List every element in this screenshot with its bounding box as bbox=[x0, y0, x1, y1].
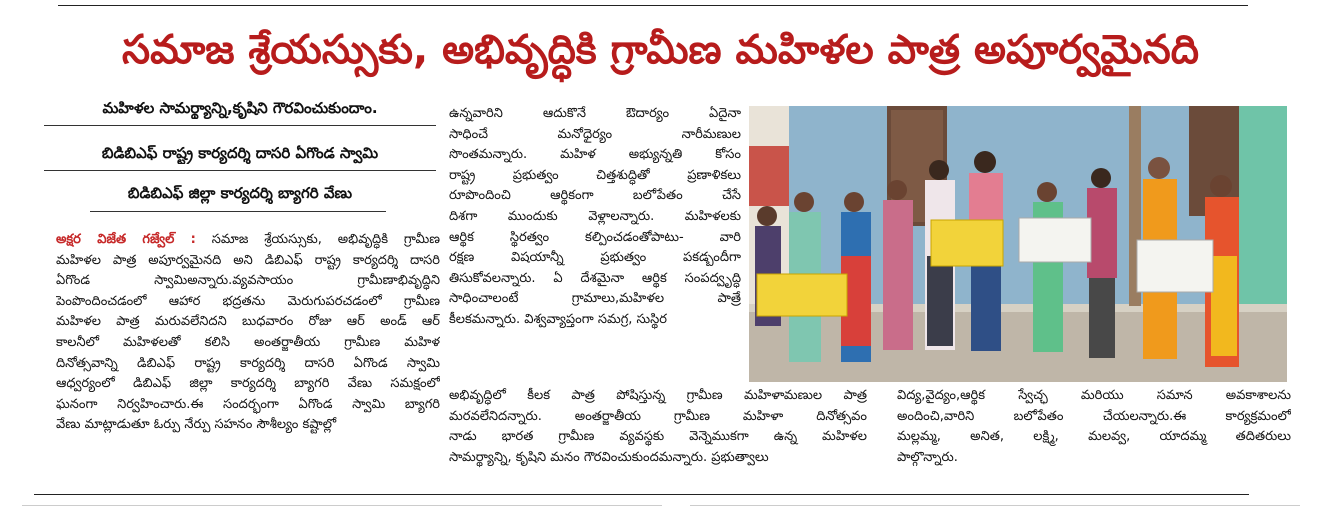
article-line bbox=[56, 230, 440, 251]
article-line: దిశగా ముందుకు వెళ్లాలన్నారు. మహిళలకు bbox=[449, 208, 741, 224]
subhead-3: బిడిబిఎఫ్ జిల్లా కార్యదర్శి బ్యాగరి వేణు bbox=[127, 184, 353, 202]
article-line: సాధించే మనోధైర్యం నారీమణుల bbox=[449, 126, 741, 142]
article-column-2 bbox=[449, 104, 741, 334]
subhead-divider bbox=[44, 170, 436, 171]
page-edge-rule bbox=[690, 505, 1300, 506]
article-line: ఏగొండ స్వామిఅన్నారు.వ్యవసాయం గ్రామీణాభివృద్ధిని bbox=[56, 273, 440, 289]
article-line: పెంపొందించడంలో ఆహార భద్రతను మెరుగుపరచడంలో గ్రామీణ bbox=[56, 293, 440, 309]
page-edge-rule bbox=[22, 505, 662, 506]
article-line: తిసుకోవలన్నారు. ఏ దేశమైనా ఆర్థిక సంపద్వృద్ధి bbox=[449, 270, 741, 286]
top-rule bbox=[58, 5, 1248, 6]
subhead-divider bbox=[90, 211, 386, 212]
article-line: పాల్గొన్నారు. bbox=[897, 449, 958, 465]
article-line: మహిళల పాత్ర మరువలేనిదని బుధవారం రోజు ఆర్ అండ్ ఆర్ bbox=[56, 314, 440, 330]
article-line: నాడు భారత గ్రామీణ వ్యవస్థకు వెన్నెముకగా ఉన్న మహిళల bbox=[449, 429, 867, 445]
article-line: సాధించాలంటే గ్రామాలు,మహిళల పాత్రే bbox=[449, 291, 741, 307]
article-text: సమాజ శ్రేయస్సుకు, అభివృద్ధికి గ్రామీణ bbox=[195, 232, 440, 247]
article-line: మరవలేనిదన్నారు. అంతర్జాతీయ గ్రామీణ మహిళా దినోత్సవం bbox=[449, 408, 867, 424]
dateline: అక్షర విజేత గజ్వేల్ : bbox=[56, 232, 196, 247]
article-line: ఘనంగా నిర్వహించారు.ఈ సందర్భంగా ఏగొండ స్వామి బ్యాగరి bbox=[56, 396, 440, 412]
subhead-divider bbox=[44, 125, 436, 126]
article-line: ఆధ్వర్యంలో డిబిఎఫ్ జిల్లా కార్యదర్శి బ్యాగరి వేణు సమక్షంలో bbox=[56, 376, 440, 392]
article-line: అందించి,వారిని బలోపేతం చేయలన్నారు.ఈ కార్యక్రమంలో bbox=[897, 408, 1291, 424]
article-line: సొంతమన్నారు. మహిళ అభ్యున్నతి కోసం bbox=[449, 147, 741, 163]
article-line: రక్షణ విషయాన్నీ ప్రభుత్వం పకడ్బందీగా bbox=[449, 250, 741, 266]
article-line: కాలనీలో మహిళలతో కలిసి అంతర్జాతీయ గ్రామీణ మహిళ bbox=[56, 334, 440, 350]
bottom-rule bbox=[34, 494, 1249, 495]
article-line: కీలకమన్నారు. విశ్వవ్యాప్తంగా సమగ్ర, సుస్థిర bbox=[449, 311, 668, 327]
article-line: విద్య,వైద్యం,ఆర్థిక స్వేచ్ఛ మరియు సమాన అవకాశాలను bbox=[897, 388, 1291, 403]
article-line: వేణు మాట్లాడుతూ ఓర్పు నేర్పు సహనం సౌశీల్యం కష్టాల్లో bbox=[56, 417, 337, 433]
subhead-1: మహిళల సామర్థ్యాన్ని,కృషిని గౌరవించుకుందాం. bbox=[102, 99, 378, 117]
group-photo-image bbox=[749, 106, 1287, 382]
article-line: రూపొందించి ఆర్థికంగా బలోపేతం చేసే bbox=[449, 188, 741, 204]
article-line: సామర్థ్యాన్ని, కృషిని మనం గౌరవించుకుందమన్నారు. ప్రభుత్వాలు bbox=[449, 449, 769, 465]
article-line: అభివృద్ధిలో కీలక పాత్ర పోషిస్తున్న గ్రామీణ మహిళామణుల పాత్ర bbox=[449, 388, 867, 403]
article-line: ఆర్థిక స్థిరత్వం కల్పించడంతోపాటు- వారి bbox=[449, 229, 741, 245]
headline: సమాజ శ్రేయస్సుకు, అభివృద్ధికి గ్రామీణ మహిళల పాత్ర అపూర్వమైనది bbox=[122, 27, 1199, 73]
article-line: రాష్ట్ర ప్రభుత్వం చిత్తశుద్ధితో ప్రణాళికలు bbox=[449, 167, 741, 183]
article-column-3 bbox=[897, 386, 1291, 476]
article-line: దినోత్సవాన్ని డిబిఎఫ్ రాష్ట్ర కార్యదర్శి దాసరి ఏగొండ స్వామి bbox=[56, 355, 440, 371]
subhead-2: బిడిబిఎఫ్ రాష్ట్ర కార్యదర్శి దాసరి ఏగొండ స్వామి bbox=[101, 144, 379, 162]
article-line: మల్లమ్మ, అనిత, లక్ష్మి, మలవ్వ, యాదమ్మ తదితరులు bbox=[897, 429, 1291, 445]
group-photo bbox=[749, 106, 1287, 382]
article-line: మహిళల పాత్ర అపూర్వమైనది అని డిబిఎఫ్ రాష్ట్ర కార్యదర్శి దాసరి bbox=[56, 252, 440, 268]
article-line: ఉన్నవారిని ఆదుకొనే ఔదార్యం ఏదైనా bbox=[449, 106, 741, 121]
article-column-1 bbox=[56, 230, 440, 484]
article-column-2-continued bbox=[449, 386, 867, 476]
